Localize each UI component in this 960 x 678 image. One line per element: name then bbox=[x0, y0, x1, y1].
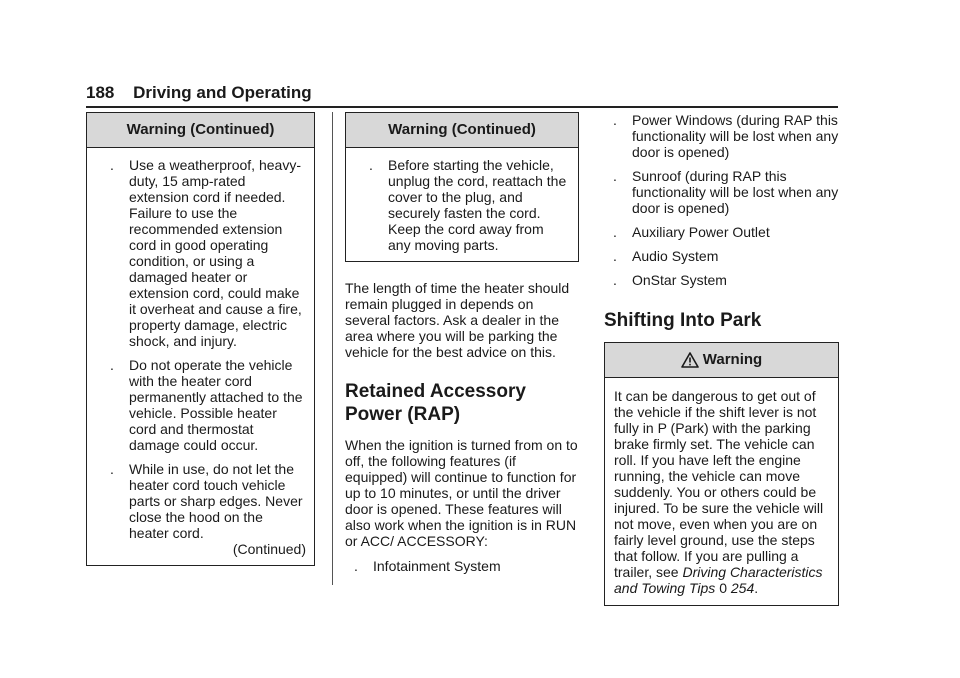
warning-bullets bbox=[101, 157, 306, 541]
page-number: 188 bbox=[86, 83, 115, 102]
section-title: Driving and Operating bbox=[133, 83, 312, 102]
feature-list bbox=[345, 558, 579, 574]
xref-end: . bbox=[754, 580, 759, 596]
bullet-mark: . bbox=[110, 461, 114, 477]
warning-box-body bbox=[605, 378, 838, 605]
column-middle bbox=[345, 112, 579, 574]
page-ref-icon: 0 bbox=[719, 580, 727, 596]
feature-item bbox=[604, 248, 839, 264]
feature-item bbox=[604, 112, 839, 160]
warning-box-title: Warning (Continued) bbox=[87, 113, 314, 148]
feature-text: Sunroof (during RAP this functionality will be lost when any door is opened) bbox=[632, 168, 839, 216]
heading-line: Power (RAP) bbox=[345, 404, 461, 425]
feature-text: Audio System bbox=[632, 248, 719, 264]
bullet-mark: . bbox=[613, 112, 617, 128]
column-left bbox=[86, 112, 315, 566]
header-rule bbox=[86, 106, 838, 108]
bullet-text: While in use, do not let the heater cord touch vehicle parts or sharp edges. Never close the hood on the heater cord. bbox=[129, 461, 303, 541]
feature-item bbox=[345, 558, 579, 574]
paragraph: The length of time the heater should remain plugged in depends on several factors. Ask a dealer in the area where you will be parking the vehicle for the best advice on this. bbox=[345, 280, 570, 360]
page-header bbox=[86, 82, 838, 108]
bullet-mark: . bbox=[110, 157, 114, 173]
feature-item bbox=[604, 224, 839, 240]
feature-item bbox=[604, 272, 839, 288]
feature-item bbox=[604, 168, 839, 216]
feature-text: Auxiliary Power Outlet bbox=[632, 224, 770, 240]
bullet-mark: . bbox=[613, 272, 617, 288]
feature-text: OnStar System bbox=[632, 272, 727, 288]
bullet-text: Use a weatherproof, heavy-duty, 15 amp-rated extension cord if needed. Failure to use the recommended extension cord in good operating condition, or using a damaged heater or extension cord, could make it overheat and cause a fire, property damage, electric shock, and injury. bbox=[129, 157, 302, 349]
bullet-item bbox=[101, 357, 306, 453]
warning-box-title: Warning (Continued) bbox=[346, 113, 578, 148]
warning-box-title: Warning bbox=[702, 351, 763, 368]
warning-bullets bbox=[360, 157, 570, 253]
paragraph: When the ignition is turned from on to off, the following features (if equipped) will continue to function for up to 10 minutes, or until the driver door is opened. These features will also work when the ignition is in RUN or ACC/ ACCESSORY: bbox=[345, 437, 578, 549]
bullet-mark: . bbox=[354, 558, 358, 574]
warning-box-header bbox=[605, 343, 838, 378]
bullet-text: Do not operate the vehicle with the heater cord permanently attached to the vehicle. Possible heater cord and thermostat damage could occur. bbox=[129, 357, 303, 453]
warning-text: It can be dangerous to get out of the vehicle if the shift lever is not fully in P (Park) with the parking brake firmly set. The vehicle can roll. If you have left the engine running, the vehicle can move suddenly. You or others could be injured. To be sure the vehicle will not move, even when you are on fairly level ground, use the steps that follow. If you are pulling a trailer, see bbox=[614, 388, 824, 580]
feature-text: Infotainment System bbox=[373, 558, 501, 574]
column-right bbox=[604, 112, 839, 606]
section-heading-rap bbox=[345, 380, 579, 426]
section-heading-park: Shifting Into Park bbox=[604, 310, 762, 331]
warning-box-body bbox=[346, 148, 578, 261]
bullet-mark: . bbox=[613, 224, 617, 240]
column-divider bbox=[332, 112, 333, 585]
warning-box-continued bbox=[345, 112, 579, 262]
warning-box-continued bbox=[86, 112, 315, 566]
warning-box-body bbox=[87, 148, 314, 565]
warning-triangle-icon bbox=[681, 352, 699, 368]
feature-list bbox=[604, 112, 839, 288]
bullet-item bbox=[101, 461, 306, 541]
bullet-mark: . bbox=[613, 248, 617, 264]
bullet-mark: . bbox=[369, 157, 373, 173]
feature-text: Power Windows (during RAP this functionality will be lost when any door is opened) bbox=[632, 112, 839, 160]
heading-line: Retained Accessory bbox=[345, 381, 526, 402]
bullet-item bbox=[101, 157, 306, 349]
warning-box bbox=[604, 342, 839, 606]
bullet-item bbox=[360, 157, 570, 253]
xref-link[interactable]: Driving Characteristics and Towing Tips bbox=[614, 564, 823, 596]
bullet-mark: . bbox=[613, 168, 617, 184]
continued-label: (Continued) bbox=[232, 541, 306, 557]
bullet-text: Before starting the vehicle, unplug the cord, reattach the cover to the plug, and securely fasten the cord. Keep the cord away from any moving parts. bbox=[388, 157, 567, 253]
xref-page[interactable]: 254 bbox=[730, 580, 755, 596]
bullet-mark: . bbox=[110, 357, 114, 373]
